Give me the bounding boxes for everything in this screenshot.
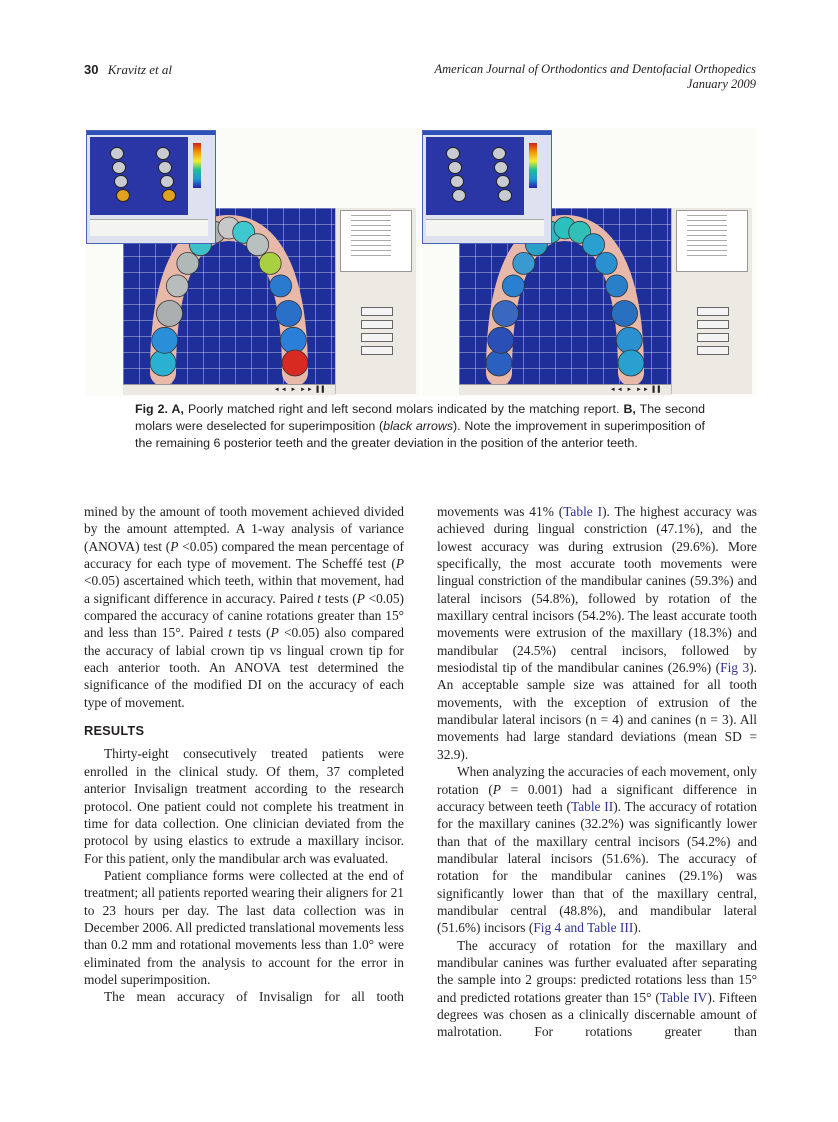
tooth [282, 350, 308, 376]
tooth [493, 301, 519, 327]
italic-text: P [270, 625, 279, 641]
tooth [276, 301, 302, 327]
tooth [247, 234, 269, 256]
paragraph [84, 988, 404, 1005]
tooth [157, 301, 183, 327]
settings-side-panel [335, 208, 416, 394]
paragraph [84, 745, 404, 866]
right-column [437, 503, 757, 1041]
running-header-right [435, 62, 757, 91]
cross-reference-link[interactable]: Fig 3 [720, 660, 750, 676]
paragraph [437, 763, 757, 936]
tooth [612, 301, 638, 327]
inset-tooth [158, 161, 172, 174]
inset-tooth [494, 161, 508, 174]
tree-view[interactable] [676, 210, 748, 272]
report-viewport [426, 137, 524, 215]
matching-report-window [422, 130, 552, 244]
italic-text: P [395, 556, 404, 572]
panel-button[interactable] [361, 320, 393, 329]
text-run: <0.05) compared the mean percentage of accuracy for each type of movement. The Scheffé test ( [84, 538, 404, 572]
inset-tooth [446, 147, 460, 160]
tooth [618, 350, 644, 376]
inset-tooth [110, 147, 124, 160]
inset-tooth [114, 175, 128, 188]
playback-controls[interactable]: ◄◄ ► ►► ▌▌ [609, 387, 663, 393]
tooth [259, 252, 281, 274]
inset-tooth [116, 189, 130, 202]
figure-caption [135, 401, 705, 452]
color-scale-legend [529, 143, 537, 188]
text-run: ). Fifteen degrees was chosen as a clinically discernable amount of malrotation. For rotations greater than [437, 989, 757, 1040]
journal-title: American Journal of Orthodontics and Dentofacial Orthopedics [434, 62, 756, 76]
text-run: The mean accuracy of Invisalign for all tooth [104, 989, 404, 1005]
figure-panel-a [86, 128, 420, 396]
text-run: ). The highest accuracy was achieved during lingual constriction (47.1%), and the lowest accuracy was during extrusion (29.6%). More specifically, the most accurate tooth movements were lingual constriction of the mandibular canines (59.3%) and lateral incisors (54.8%), followed by rotation of the maxillary central incisors (54.2%). The least accurate tooth movements were extrusion of the maxillary (18.3%) and mandibular (24.5%) central incisors, followed by mesiodistal tip of the mandibular canines (26.9%) ( [437, 504, 757, 676]
bold-label: Fig 2. A, [135, 402, 184, 416]
text-run: movements was 41% ( [437, 504, 564, 519]
italic-text: t [317, 590, 322, 606]
paragraph [84, 503, 404, 711]
inset-tooth [448, 161, 462, 174]
settings-side-panel [671, 208, 752, 394]
panel-button[interactable] [361, 333, 393, 342]
text-run: ). An acceptable sample size was attained for all tooth movements, with the exception of extrusion of the mandibular lateral incisors (n = 4) and canines (n = 3). All movements had large standard deviations (mean SD = 32.9). [437, 660, 757, 762]
panel-button[interactable] [697, 320, 729, 329]
italic-text: P [492, 781, 501, 797]
text-run: Patient compliance forms were collected at the end of treatment; all patients reported wearing their aligners for 21 to 23 hours per day. The last data collection was in December 2006. All predicted translational movements less than 0.2 mm and rotational movements less than 1.0° were eliminated from the analysis to account for the error in model superimposition. [84, 867, 404, 987]
tooth [502, 275, 524, 297]
panel-button[interactable] [697, 346, 729, 355]
text-run: <0.05) ascertained which teeth, within that movement, had a significant difference in accuracy. Paired [84, 573, 404, 606]
tooth [270, 275, 292, 297]
section-heading-results: RESULTS [84, 723, 145, 739]
tooth [486, 350, 512, 376]
text-run: The second molars were deselected for superimposition ( [135, 402, 706, 433]
paragraph [437, 503, 757, 763]
text-run: = 0.001) had a significant difference in accuracy between teeth ( [437, 781, 757, 814]
figure-2 [86, 128, 758, 396]
cross-reference-link[interactable]: Fig 4 and Table III [533, 920, 634, 936]
italic-text: P [170, 538, 179, 554]
italic-text: black arrows [383, 419, 454, 433]
tooth [150, 350, 176, 376]
inset-tooth [162, 189, 176, 202]
text-run: <0.05) also compared the accuracy of labial crown tip vs lingual crown tip for each anterior tooth. An ANOVA test determined the significance of the modified DI on the accuracy of each type of movement. [84, 625, 404, 710]
text-run: tests ( [321, 590, 357, 606]
panel-button[interactable] [361, 307, 393, 316]
tooth [513, 252, 535, 274]
tooth-selection-strip[interactable] [90, 219, 208, 236]
inset-tooth [496, 175, 510, 188]
tooth [152, 327, 178, 353]
text-run: ). Note the improvement in superimposition of the remaining 6 posterior teeth and the greater deviation in the position of the anterior teeth. [135, 419, 705, 450]
inset-tooth [450, 175, 464, 188]
panel-button[interactable] [697, 307, 729, 316]
playback-controls[interactable]: ◄◄ ► ►► ▌▌ [273, 387, 327, 393]
issue-date: January 2009 [686, 76, 756, 91]
playback-bar[interactable] [459, 384, 671, 395]
tooth-selection-strip[interactable] [426, 219, 544, 236]
text-run: The accuracy of rotation for the maxillary and mandibular canines was further evaluated after separating the sample into 2 groups: predicted rotations less than 15° and predicted rotations greater than 15° ( [437, 937, 757, 1005]
tooth [595, 252, 617, 274]
tooth [166, 275, 188, 297]
report-viewport [90, 137, 188, 215]
cross-reference-link[interactable]: Table IV [659, 989, 708, 1005]
running-header-left [84, 62, 172, 78]
figure-panel-b [422, 128, 756, 396]
tree-view[interactable] [340, 210, 412, 272]
tooth [606, 275, 628, 297]
text-run: Poorly matched right and left second molars indicated by the matching report. [183, 402, 624, 416]
text-run: tests ( [232, 625, 271, 641]
running-authors: Kravitz et al [107, 62, 172, 77]
tooth [280, 327, 306, 353]
matching-report-window [86, 130, 216, 244]
page-number: 30 [84, 62, 99, 77]
inset-tooth [452, 189, 466, 202]
bold-label: B, [623, 402, 636, 416]
panel-button[interactable] [697, 333, 729, 342]
playback-bar[interactable] [123, 384, 335, 395]
tooth [583, 234, 605, 256]
italic-text: t [228, 625, 233, 641]
tooth [616, 327, 642, 353]
text-run: When analyzing the accuracies of each movement, only rotation ( [437, 764, 757, 797]
text-run: mined by the amount of tooth movement achieved divided by the amount attempted. A 1-way analysis of variance (ANOVA) test ( [84, 504, 404, 554]
window-titlebar [87, 131, 215, 135]
italic-text: P [356, 590, 365, 606]
inset-tooth [160, 175, 174, 188]
color-scale-legend [193, 143, 201, 188]
inset-tooth [112, 161, 126, 174]
text-run: ). The accuracy of rotation for the maxillary canines (32.2%) was significantly lower than that of the maxillary central incisors (54.2%) and mandibular lateral incisors (51.6%). The accuracy of rotation for the mandibular canines (29.1%) was significantly lower than that of the maxillary central, mandibular central (48.8%), and mandibular lateral (51.6%) incisors ( [437, 798, 757, 936]
inset-tooth [498, 189, 512, 202]
paragraph [437, 937, 757, 1041]
paragraph [84, 867, 404, 988]
text-run: Thirty-eight consecutively treated patients were enrolled in the clinical study. Of them, 37 completed anterior Invisalign treatment according to the research protocol. One patient could not complete his treatment in time for data collection. One clinician deviated from the protocol by using elastics to extrude a maxillary incisor. For this patient, only the mandibular arch was evaluated. [84, 746, 404, 866]
tooth [488, 327, 514, 353]
panel-button[interactable] [361, 346, 393, 355]
inset-tooth [492, 147, 506, 160]
text-run: <0.05) compared the accuracy of canine rotations greater than 15° and less than 15°. Paired [84, 590, 405, 641]
tooth [177, 252, 199, 274]
cross-reference-link[interactable]: Table II [570, 798, 614, 814]
text-run: ). [633, 920, 642, 936]
inset-tooth [156, 147, 170, 160]
left-column [84, 503, 404, 1006]
cross-reference-link[interactable]: Table I [563, 504, 603, 519]
window-titlebar [423, 131, 551, 135]
